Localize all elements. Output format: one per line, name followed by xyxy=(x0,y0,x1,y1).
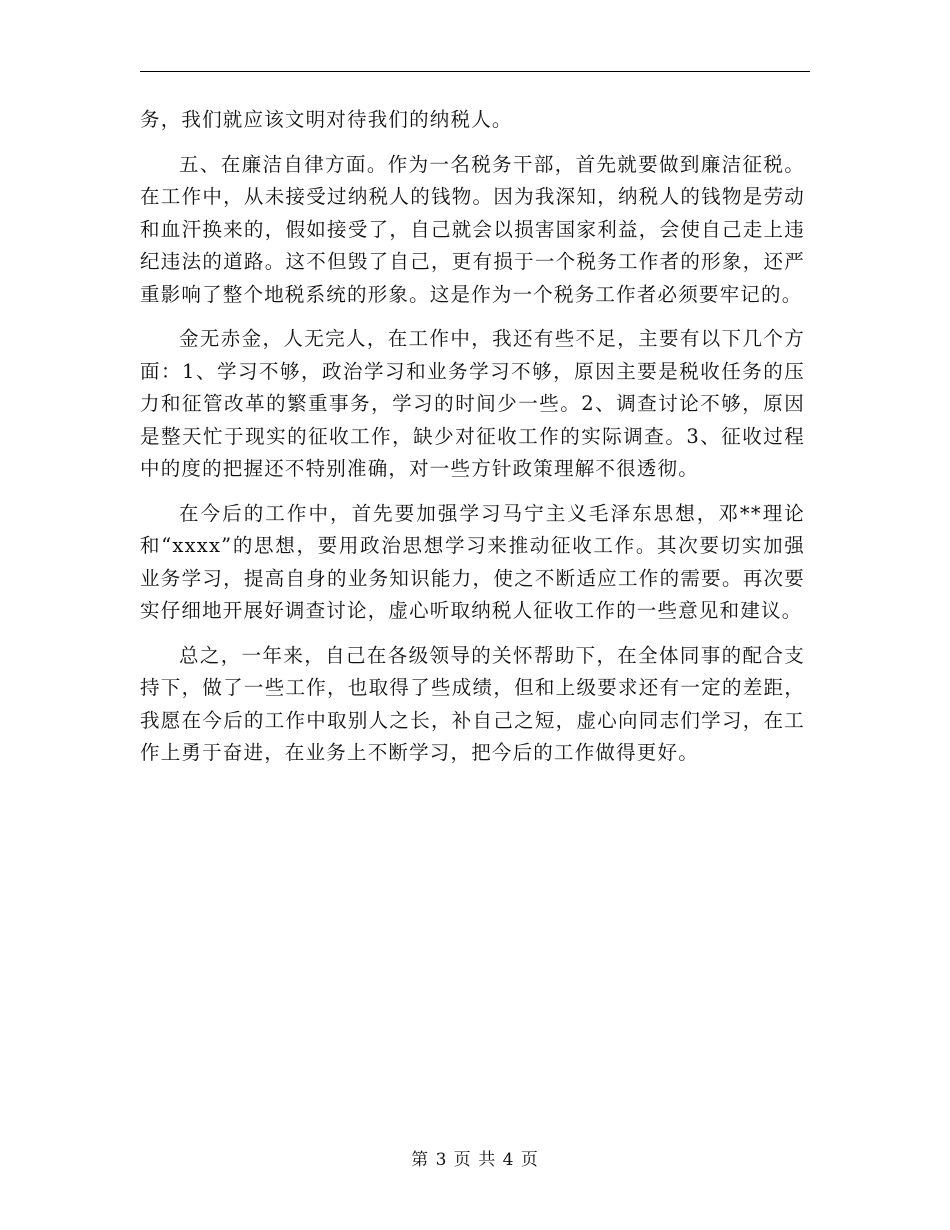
header-rule xyxy=(140,71,810,72)
paragraph: 务，我们就应该文明对待我们的纳税人。 xyxy=(140,108,513,131)
paragraph: 总之，一年来，自己在各级领导的关怀帮助下，在全体同事的配合支持下，做了一些工作，也取得了些成绩，但和上级要求还有一定的差距，我愿在今后的工作中取别人之长，补自己之短，虚心向同志们学习，在工作上勇于奋进，在业务上不断学习，把今后的工作做得更好。 xyxy=(140,643,805,764)
paragraph: 金无赤金，人无完人，在工作中，我还有些不足，主要有以下几个方面：1、学习不够，政治学习和业务学习不够，原因主要是税收任务的压力和征管改革的繁重事务，学习的时间少一些。2、调查讨论不够，原因是整天忙于现实的征收工作，缺少对征收工作的实际调查。3、征收过程中的度的把握还不特别准确，对一些方针政策理解不很透彻。 xyxy=(140,327,805,480)
page-footer xyxy=(0,1148,950,1172)
document-body xyxy=(140,104,805,782)
paragraph: 五、在廉洁自律方面。作为一名税务干部，首先就要做到廉洁征税。在工作中，从未接受过纳税人的钱物。因为我深知，纳税人的钱物是劳动和血汗换来的，假如接受了，自己就会以损害国家利益，会使自己走上违纪违法的道路。这不但毁了自己，更有损于一个税务工作者的形象，还严重影响了整个地税系统的形象。这是作为一个税务工作者必须要牢记的。 xyxy=(140,152,805,306)
page-number-label: 第 3 页 共 4 页 xyxy=(411,1150,539,1170)
paragraph: 在今后的工作中，首先要加强学习马宁主义毛泽东思想，邓**理论和“xxxx”的思想，要用政治思想学习来推动征收工作。其次要切实加强业务学习，提高自身的业务知识能力，使之不断适应工作的需要。再次要实仔细地开展好调查讨论，虚心听取纳税人征收工作的一些意见和建议。 xyxy=(140,501,805,622)
